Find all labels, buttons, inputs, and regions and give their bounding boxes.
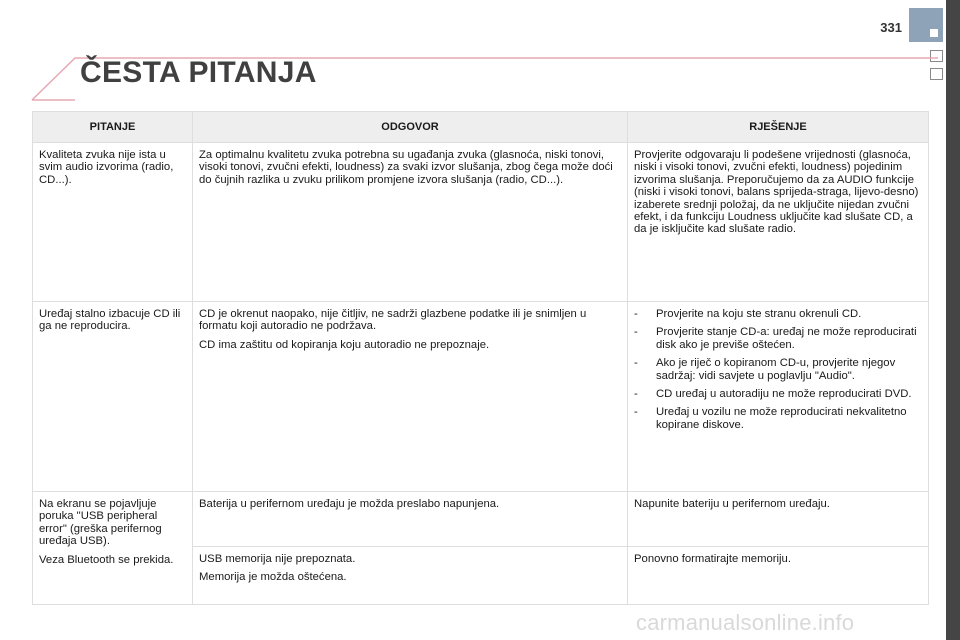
list-item: - Provjerite stanje CD-a: uređaj ne može reproducirati disk ako je previše oštećen. [634, 326, 917, 351]
column-header-question: PITANJE [33, 112, 193, 143]
faq-table [32, 111, 929, 605]
solution-list [634, 308, 922, 431]
answer-cell: Baterija u perifernom uređaju je možda preslabo napunjena. [193, 492, 628, 547]
question-cell: Na ekranu se pojavljuje poruka "USB peripheral error" (greška perifernog uređaja USB). Veza Bluetooth se prekida. [33, 492, 193, 605]
question-cell: Uređaj stalno izbacuje CD ili ga ne reproducira. [33, 302, 193, 492]
answer-cell: USB memorija nije prepoznata. Memorija je možda oštećena. [193, 547, 628, 605]
question-cell: Kvaliteta zvuka nije ista u svim audio izvorima (radio, CD...). [33, 143, 193, 302]
footer-watermark: carmanualsonline.info [636, 610, 855, 635]
corner-tab [909, 8, 943, 42]
list-item: - Uređaj u vozilu ne može reproducirati nekvalitetno kopirane diskove. [634, 406, 907, 431]
solution-cell: Napunite bateriju u perifernom uređaju. [628, 492, 929, 547]
table-row [33, 302, 929, 492]
corner-square-icon [930, 29, 938, 37]
page-title: ČESTA PITANJA [80, 56, 317, 89]
column-header-answer: ODGOVOR [193, 112, 628, 143]
solution-cell: Ponovno formatirajte memoriju. [628, 547, 929, 605]
column-header-solution: RJEŠENJE [628, 112, 929, 143]
list-item: - Provjerite na koju ste stranu okrenuli CD. [634, 308, 862, 320]
table-row [33, 143, 929, 302]
answer-cell: CD je okrenut naopako, nije čitljiv, ne sadrži glazbene podatke ili je snimljen u formatu koji autoradio ne podržava. CD ima zaštitu od kopiranja koju autoradio ne prepoznaje. [193, 302, 628, 492]
table-row [33, 492, 929, 547]
page-number: 331 [880, 20, 902, 35]
scrollbar-rail[interactable] [946, 0, 960, 640]
solution-cell [628, 302, 929, 492]
table-header-row [33, 112, 929, 143]
answer-cell: Za optimalnu kvalitetu zvuka potrebna su ugađanja zvuka (glasnoća, niski tonovi, visoki tonovi, zvučni efekti, loudness) za svaki izvor slušanja, zbog čega može doći do čujnih razlika u zvuku prilikom promjene izvora slušanja (radio, CD...). [193, 143, 628, 302]
list-item: - Ako je riječ o kopiranom CD-u, provjerite njegov sadržaj: vidi savjete u poglavlju "Audio". [634, 357, 896, 382]
list-item: - CD uređaj u autoradiju ne može reproducirati DVD. [634, 388, 912, 401]
solution-cell: Provjerite odgovaraju li podešene vrijednosti (glasnoća, niski i visoki tonovi, zvučni efekti, loudness) pojedinim izvorima slušanja. Preporučujemo da za AUDIO funkcije (niski i visoki tonovi, balans sprijeda-straga, lijevo-desno) izaberete srednji položaj, da ne uključite nijedan zvučni efekt, i da funkciju Loudness uključite kad slušate CD, a da je isključite kad slušate radio. [628, 143, 929, 302]
